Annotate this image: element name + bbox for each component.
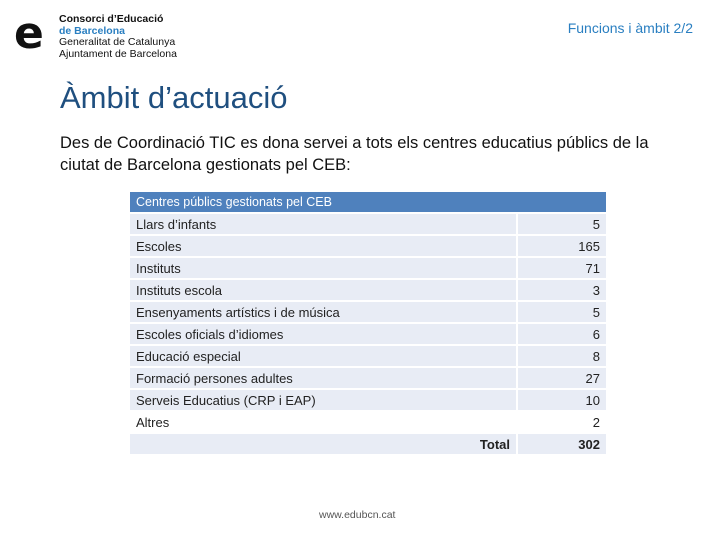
- row-label: Ensenyaments artístics i de música: [130, 302, 516, 322]
- table-row: [130, 390, 606, 410]
- row-label: Instituts escola: [130, 280, 516, 300]
- row-value: 27: [516, 368, 606, 388]
- footer-url: www.edubcn.cat: [319, 509, 396, 521]
- row-value: 3: [516, 280, 606, 300]
- intro-paragraph: Des de Coordinació TIC es dona servei a tots els centres educatius públics de la ciutat de Barcelona gestionats pel CEB:: [60, 134, 649, 174]
- logo-text: [59, 14, 177, 60]
- row-value: 5: [516, 302, 606, 322]
- table-row: [130, 324, 606, 344]
- row-value: 8: [516, 346, 606, 366]
- row-label: Escoles: [130, 236, 516, 256]
- row-value: 165: [516, 236, 606, 256]
- row-label: Educació especial: [130, 346, 516, 366]
- table-row: [130, 368, 606, 388]
- row-value: 2: [516, 412, 606, 432]
- section-indicator: Funcions i àmbit 2/2: [567, 20, 693, 36]
- table-row: [130, 412, 606, 432]
- total-value: 302: [516, 434, 606, 454]
- table-header: Centres públics gestionats pel CEB: [130, 192, 606, 212]
- logo-line-4: Ajuntament de Barcelona: [59, 47, 177, 60]
- table-row: [130, 302, 606, 322]
- table-row: [130, 280, 606, 300]
- table-row: [130, 236, 606, 256]
- total-row: [130, 434, 606, 454]
- row-label: Altres: [130, 412, 516, 432]
- table-row: [130, 346, 606, 366]
- row-value: 10: [516, 390, 606, 410]
- row-value: 6: [516, 324, 606, 344]
- table-row: [130, 258, 606, 278]
- page-title: Àmbit d’actuació: [60, 80, 288, 115]
- row-label: Serveis Educatius (CRP i EAP): [130, 390, 516, 410]
- logo-line-3: Generalitat de Catalunya: [59, 36, 176, 48]
- ceb-logo: [14, 8, 194, 62]
- row-value: 71: [516, 258, 606, 278]
- total-label: Total: [130, 434, 516, 454]
- row-value: 5: [516, 214, 606, 234]
- row-label: Escoles oficials d’idiomes: [130, 324, 516, 344]
- row-label: Instituts: [130, 258, 516, 278]
- row-label: Formació persones adultes: [130, 368, 516, 388]
- logo-line-2: de Barcelona: [59, 24, 125, 37]
- row-label: Llars d’infants: [130, 214, 516, 234]
- logo-e-icon: e: [14, 8, 44, 59]
- table-row: [130, 214, 606, 234]
- centres-table: [130, 190, 606, 456]
- logo-line-1: Consorci d’Educació: [59, 13, 164, 25]
